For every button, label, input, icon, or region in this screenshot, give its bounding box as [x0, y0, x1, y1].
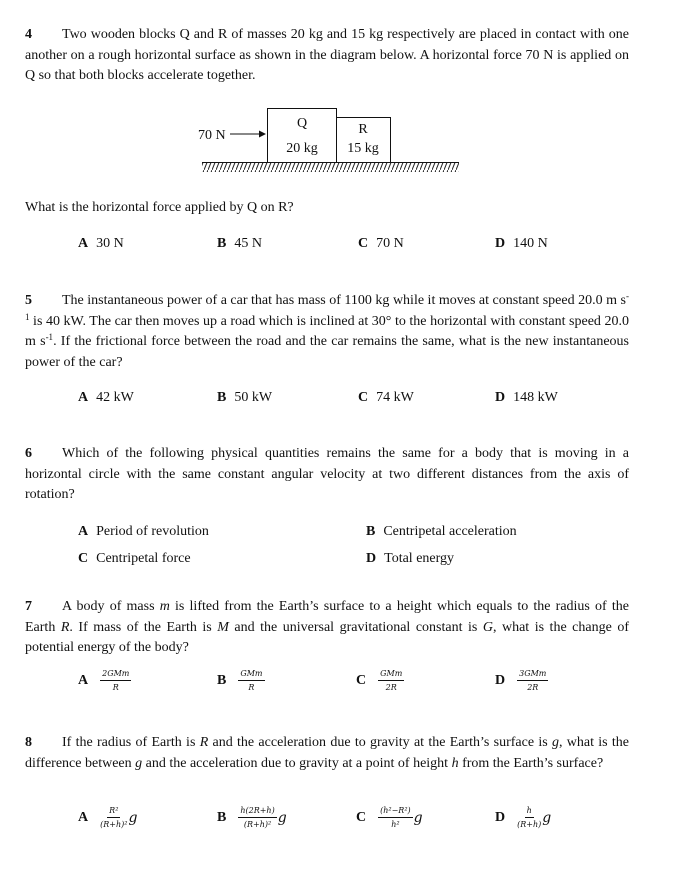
numerator: h(2R+h): [238, 805, 276, 818]
question-number: 4: [25, 27, 32, 42]
denominator: 2R: [527, 683, 539, 692]
q7-option-a[interactable]: [78, 668, 131, 693]
question-5-stem: [25, 291, 629, 373]
variable-big-m: M: [217, 619, 229, 635]
question-text-part: is 40 kW. The car then moves up a road which is inclined at 30° to the horizontal with constant speed 20.0 m s: [25, 313, 629, 349]
option-text: 148 kW: [513, 390, 558, 405]
denominator: R: [248, 683, 255, 692]
option-letter: C: [356, 672, 367, 688]
fraction: [100, 668, 131, 693]
question-text-part: . If the frictional force between the road and the car remains the same, what is the new instantaneous power of the car?: [25, 334, 629, 370]
numerator: 2GMm: [100, 668, 131, 681]
fraction: [100, 805, 127, 830]
q4-option-b[interactable]: [217, 235, 262, 253]
denominator: (R+h): [517, 820, 542, 829]
question-text-part: and the acceleration due to gravity at the Earth’s surface is: [208, 735, 552, 750]
superscript: -1: [25, 291, 629, 322]
option-text: 45 N: [234, 236, 262, 251]
denominator: 2R: [385, 683, 397, 692]
option-letter: C: [358, 236, 369, 251]
option-text: 74 kW: [376, 390, 414, 405]
option-letter: A: [78, 809, 89, 825]
variable-g: g: [135, 755, 143, 771]
ground-hatching: [202, 163, 459, 172]
question-text-part: , what is the difference between: [25, 735, 629, 771]
option-text: 70 N: [376, 236, 404, 251]
option-letter: C: [356, 809, 367, 825]
variable-g: g: [551, 735, 559, 750]
q8-option-c[interactable]: [356, 805, 423, 830]
force-arrow-head: [259, 131, 266, 138]
question-text-part: A body of mass: [62, 599, 160, 614]
block-r-mass: 15 kg: [347, 141, 379, 156]
numerator: GMm: [238, 668, 264, 681]
option-letter: A: [78, 390, 89, 405]
g-symbol: g: [277, 809, 287, 826]
question-text: Which of the following physical quantities remains the same for a body that is moving in a horizontal circle with the same constant angular velocity at two different distances from the axis of rotation?: [25, 446, 629, 502]
q4-option-c[interactable]: [358, 235, 404, 253]
force-label: 70 N: [198, 128, 226, 143]
option-letter: B: [217, 236, 227, 251]
option-text: 140 N: [513, 236, 548, 251]
option-letter: D: [495, 809, 506, 825]
option-letter: D: [495, 236, 506, 251]
question-number: 6: [25, 446, 32, 461]
q4-option-d[interactable]: [495, 235, 548, 253]
block-r-name: R: [358, 122, 368, 137]
question-6-stem: [25, 444, 629, 506]
q7-option-c[interactable]: [356, 668, 404, 693]
q5-option-a[interactable]: [78, 389, 134, 407]
denominator: (R+h)²: [243, 820, 272, 829]
option-text: Centripetal force: [96, 551, 191, 566]
q5-option-b[interactable]: [217, 389, 272, 407]
question-text-part: is lifted from the Earth’s surface to a height which equals to the radius of the Earth: [25, 599, 629, 635]
option-letter: C: [358, 390, 369, 405]
numerator: R²: [107, 805, 120, 818]
question-8-stem: [25, 733, 629, 774]
q7-option-b[interactable]: [217, 668, 265, 693]
q8-option-b[interactable]: [217, 805, 287, 830]
option-text: 50 kW: [234, 390, 273, 405]
fraction: [378, 805, 413, 830]
q6-option-d[interactable]: [366, 550, 454, 568]
option-text: Total energy: [384, 551, 455, 566]
fraction: [238, 805, 276, 830]
q6-option-b[interactable]: [366, 523, 517, 541]
option-letter: D: [495, 390, 506, 405]
question-text-part: If the radius of Earth is: [62, 735, 200, 750]
option-letter: A: [78, 672, 89, 688]
numerator: 3GMm: [517, 668, 548, 681]
option-letter: A: [78, 524, 89, 539]
question-number: 8: [25, 735, 32, 750]
option-letter: B: [217, 672, 227, 688]
question-number: 5: [25, 293, 32, 308]
question-4-stem: [25, 25, 629, 87]
variable-h: h: [451, 755, 459, 771]
option-letter: D: [495, 672, 506, 688]
block-q-name: Q: [296, 116, 308, 131]
fraction: [517, 668, 548, 693]
variable-m: m: [159, 599, 170, 614]
question-text-part: and the universal gravitational constant is: [228, 619, 483, 635]
numerator: h: [525, 805, 534, 818]
denominator: R: [112, 683, 119, 692]
option-text: 42 kW: [96, 390, 134, 405]
q6-option-a[interactable]: [78, 523, 209, 541]
q5-option-c[interactable]: [358, 389, 414, 407]
fraction: [378, 668, 404, 693]
option-letter: C: [78, 551, 89, 566]
question-4-prompt: What is the horizontal force applied by Q on R?: [25, 200, 294, 215]
question-text: Two wooden blocks Q and R of masses 20 kg and 15 kg respectively are placed in contact with one another on a rough horizontal surface as shown in the diagram below. A horizontal force 70 N is applied on Q so that both blocks accelerate together.: [25, 27, 629, 83]
option-letter: B: [217, 390, 227, 405]
q5-option-d[interactable]: [495, 389, 558, 407]
variable-g: G: [482, 619, 493, 635]
option-text: 30 N: [96, 236, 124, 251]
g-symbol: g: [542, 809, 552, 826]
fraction: [517, 805, 541, 830]
option-letter: A: [78, 236, 89, 251]
denominator: (R+h)²: [100, 820, 128, 829]
option-letter: D: [366, 551, 377, 566]
option-letter: B: [366, 524, 376, 539]
option-text: Centripetal acceleration: [383, 524, 517, 539]
question-text-part: . If mass of the Earth is: [69, 619, 218, 635]
question-text-part: and the acceleration due to gravity at a point of height: [142, 755, 452, 771]
q8-option-a[interactable]: [78, 805, 137, 830]
superscript: -1: [45, 332, 54, 342]
blocks-diagram: [0, 100, 674, 180]
option-text: Period of revolution: [96, 524, 209, 539]
question-number: 7: [25, 599, 32, 614]
q7-option-d[interactable]: [495, 668, 548, 693]
variable-r: R: [60, 619, 70, 635]
block-q-mass: 20 kg: [286, 141, 318, 156]
q8-option-d[interactable]: [495, 805, 551, 830]
denominator: h²: [391, 820, 400, 829]
g-symbol: g: [413, 809, 423, 826]
option-letter: B: [217, 809, 227, 825]
question-text-part: The instantaneous power of a car that has mass of 1100 kg while it moves at constant speed 20.0 m s: [62, 293, 626, 308]
q4-option-a[interactable]: [78, 235, 124, 253]
fraction: [238, 668, 264, 693]
q6-option-c[interactable]: [78, 550, 191, 568]
question-7-stem: [25, 597, 629, 659]
question-text-part: from the Earth’s surface?: [458, 755, 604, 771]
question-text-part: , what is the change of potential energy of the body?: [25, 619, 629, 655]
numerator: GMm: [378, 668, 404, 681]
numerator: (h²−R²): [378, 805, 413, 818]
g-symbol: g: [128, 809, 138, 826]
variable-r: R: [199, 735, 209, 750]
